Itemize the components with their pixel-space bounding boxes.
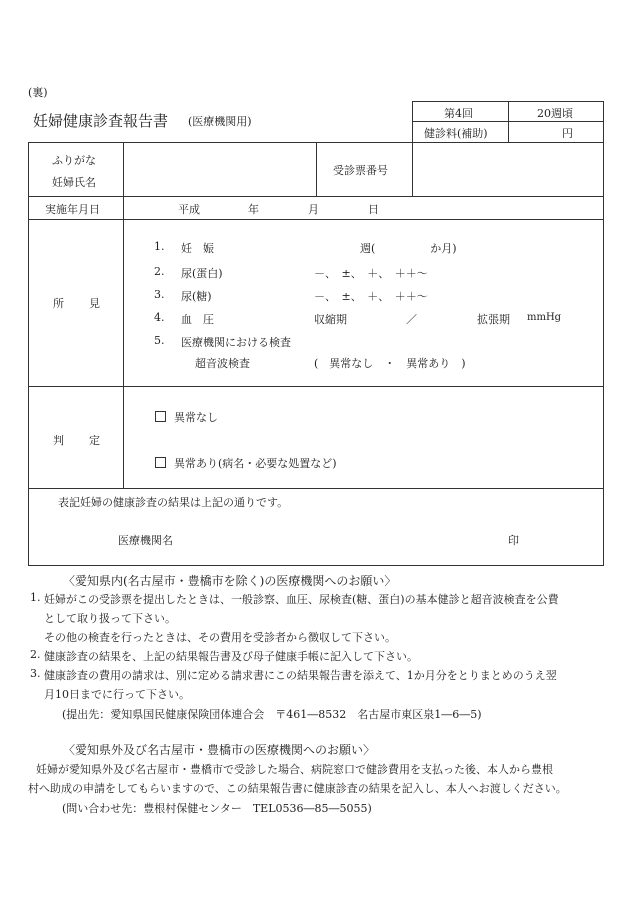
findings-label-a: 所 [53,297,64,310]
judgment-abnormal-option[interactable] [155,455,337,471]
notice2-contact: (問い合わせ先：豊根村保健センター TEL0536―85―5055) [62,802,372,815]
notice1-heading: 〈愛知県内(名古屋市・豊橋市を除く)の医療機関へのお願い〉 [63,574,397,588]
notice1-item-num: 1. [30,591,41,604]
notice1-item1-cont: として取り扱って下さい。 [44,612,176,625]
ultrasound-label: 超音波検査 [195,357,250,370]
systolic-label: 収縮期 [314,313,347,326]
checkbox-icon[interactable] [155,457,166,468]
clinic-tests-label: 医療機関における検査 [181,336,291,349]
urine-sugar-options[interactable]: －、 ±、 ＋、 ＋＋～ [314,290,428,303]
urine-protein-options[interactable]: －、 ±、 ＋、 ＋＋～ [314,267,428,280]
furigana-label: ふりがな [52,154,96,167]
diastolic-label: 拡張期 [477,313,510,326]
bp-slash: ／ [406,313,417,326]
week-label: 20週頃 [537,107,573,120]
page-title: 妊婦健康診査報告書 [33,112,169,130]
notice1-item1-extra: その他の検査を行ったときは、その費用を受診者から徴収して下さい。 [44,631,396,644]
notice1-item3: 健康診査の費用の請求は、別に定める請求書にこの結果報告書を添えて、1か月分をとりまとめのうえ翌 [44,669,557,682]
visit-number: 第4回 [444,107,473,120]
judgment-label-b: 定 [89,434,100,447]
ticket-number-field[interactable] [414,144,601,194]
pregnancy-weeks-field[interactable]: 週( か月) [360,242,457,255]
bp-unit: mmHg [527,312,562,323]
page-title-sub: (医療機関用) [188,115,252,128]
finding-num: 3. [154,288,165,301]
day-label: 日 [368,203,379,216]
notice1-item1: 妊婦がこの受診票を提出したときは、一般診察、血圧、尿検査(糖、蛋白)の基本健診と超音波検査を公費 [44,593,559,606]
fee-label: 健診料(補助) [424,127,488,140]
notice1-item-num: 2. [30,648,41,661]
exam-date-label: 実施年月日 [45,203,100,216]
finding-num: 2. [154,265,165,278]
judgment-abnormal-label: 異常あり(病名・必要な処置など) [174,457,337,470]
year-label: 年 [248,203,259,216]
institution-name-field[interactable] [185,528,495,548]
notice1-item-num: 3. [30,667,41,680]
pregnancy-label: 妊 娠 [181,242,214,255]
findings-label-b: 見 [89,297,100,310]
attestation-text: 表記妊婦の健康診査の結果は上記の通りです。 [58,496,289,509]
ultrasound-options[interactable]: ( 異常なし ・ 異常あり ) [314,357,466,370]
checkbox-icon[interactable] [155,411,166,422]
fee-unit: 円 [562,127,573,140]
era-label: 平成 [178,203,200,216]
blood-pressure-label: 血 圧 [181,313,214,326]
finding-num: 4. [154,311,165,324]
finding-num: 1. [154,240,165,253]
seal-mark: 印 [508,534,519,547]
urine-sugar-label: 尿(糖) [181,290,212,303]
notice2-paragraph-line2: 村へ助成の申請をしてもらいますので、この結果報告書に健康診査の結果を記入し、本人へお渡しください。 [28,782,567,795]
back-side-mark: (裏) [28,86,48,99]
judgment-label-a: 判 [53,434,64,447]
notice2-paragraph-line1: 妊婦が愛知県外及び名古屋市・豊橋市で受診した場合、病院窓口で健診費用を支払った後、本人から豊根 [36,763,553,776]
notice1-item3-cont: 月10日までに行って下さい。 [44,688,190,701]
finding-num: 5. [154,334,165,347]
notice1-item2: 健康診査の結果を、上記の結果報告書及び母子健康手帳に記入して下さい。 [44,650,418,663]
ticket-number-label: 受診票番号 [333,164,388,177]
month-label: 月 [308,203,319,216]
urine-protein-label: 尿(蛋白) [181,267,223,280]
judgment-normal-option[interactable] [155,409,218,425]
notice1-submit-address: (提出先：愛知県国民健康保険団体連合会 〒461―8532 名古屋市東区泉1―6―5) [62,708,482,721]
patient-name-field[interactable] [125,144,314,194]
patient-name-label: 妊婦氏名 [52,176,96,189]
judgment-normal-label: 異常なし [174,411,218,424]
notice2-heading: 〈愛知県外及び名古屋市・豊橋市の医療機関へのお願い〉 [63,743,376,757]
institution-name-label: 医療機関名 [118,534,173,547]
